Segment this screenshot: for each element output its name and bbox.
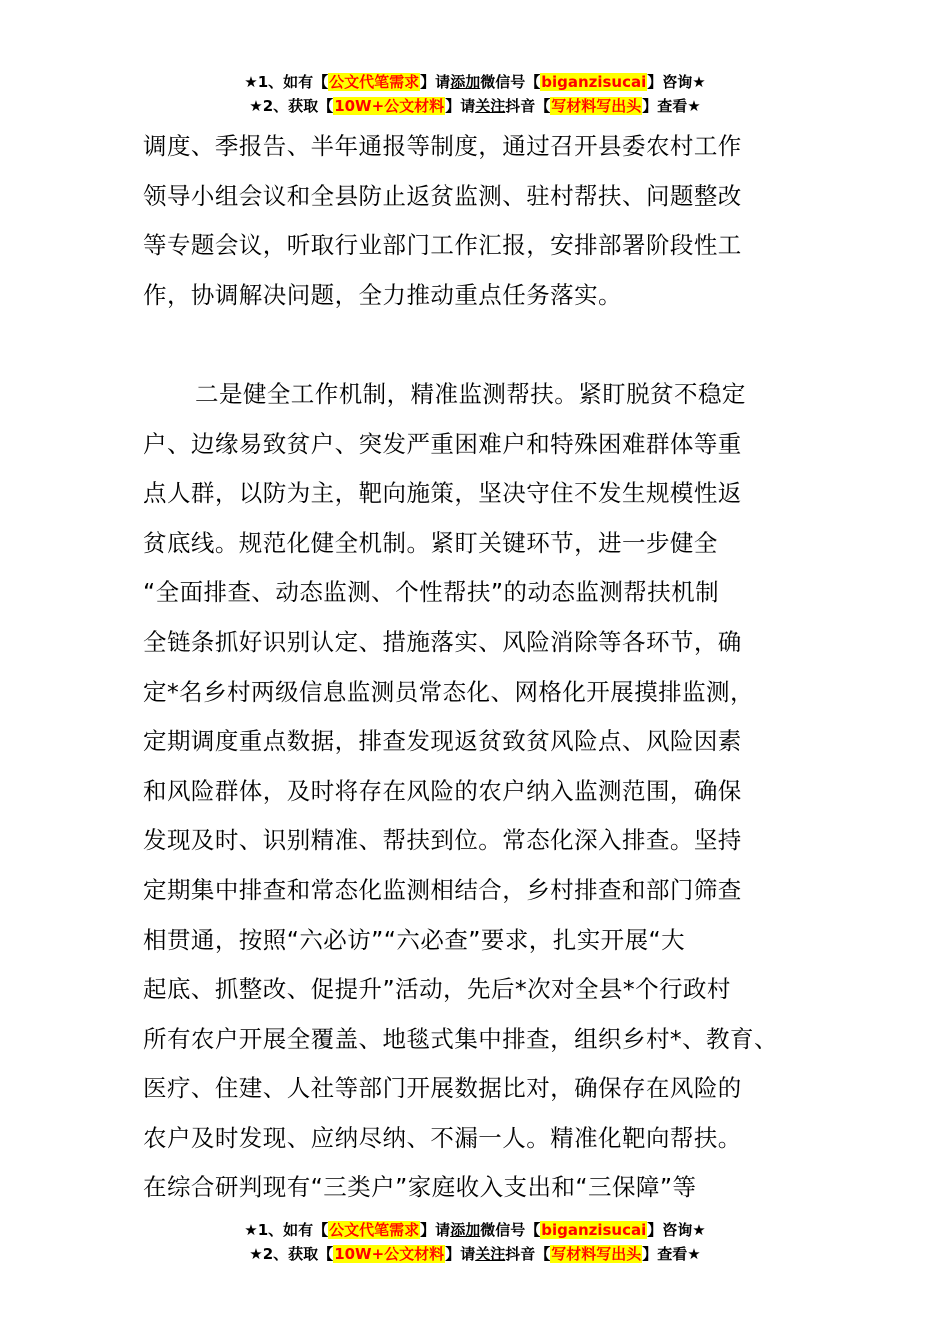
body-line: 医疗、住建、人社等部门开展数据比对，确保存在风险的 bbox=[143, 1074, 742, 1103]
banner-text: 抖音【 bbox=[505, 1245, 551, 1263]
banner-line-2 bbox=[0, 1242, 950, 1266]
body-line: “全面排查、动态监测、个性帮扶”的动态监测帮扶机制 bbox=[143, 578, 720, 607]
body-line: 所有农户开展全覆盖、地毯式集中排查，组织乡村*、教育、 bbox=[143, 1024, 778, 1053]
body-line: 二是健全工作机制，精准监测帮扶。紧盯脱贫不稳定 bbox=[195, 379, 746, 408]
banner-text: ★1、如有【 bbox=[244, 73, 329, 91]
banner-text: 微信号【 bbox=[480, 73, 541, 91]
body-line: 在综合研判现有“三类户”家庭收入支出和“三保障”等 bbox=[143, 1173, 697, 1202]
banner-highlight: 公文代笔需求 bbox=[329, 1221, 420, 1239]
banner-text: 微信号【 bbox=[480, 1221, 541, 1239]
banner-text: 】请 bbox=[420, 73, 451, 91]
banner-text: 】请 bbox=[445, 97, 476, 115]
banner-text: 】查看★ bbox=[642, 1245, 701, 1263]
body-line: 全链条抓好识别认定、措施落实、风险消除等各环节，确 bbox=[143, 627, 742, 656]
body-line: 农户及时发现、应纳尽纳、不漏一人。精准化靶向帮扶。 bbox=[143, 1123, 742, 1152]
banner-line-1 bbox=[0, 70, 950, 94]
banner-text: 】咨询★ bbox=[647, 1221, 706, 1239]
body-line: 点人群，以防为主，靶向施策，坚决守住不发生规模性返 bbox=[143, 479, 742, 508]
body-line: 定期集中排查和常态化监测相结合，乡村排查和部门筛查 bbox=[143, 875, 742, 904]
body-line: 领导小组会议和全县防止返贫监测、驻村帮扶、问题整改 bbox=[143, 181, 742, 210]
banner-text: 】请 bbox=[420, 1221, 451, 1239]
banner-text: ★2、获取【 bbox=[249, 1245, 334, 1263]
banner-line-1 bbox=[0, 1218, 950, 1242]
banner-underlined: 关注 bbox=[475, 1245, 506, 1263]
document-body bbox=[143, 122, 823, 1213]
footer-banner bbox=[0, 1218, 950, 1266]
banner-text: 】请 bbox=[445, 1245, 476, 1263]
body-line: 作，协调解决问题，全力推动重点任务落实。 bbox=[143, 280, 622, 309]
banner-text: ★1、如有【 bbox=[244, 1221, 329, 1239]
banner-underlined: 添加 bbox=[450, 1221, 481, 1239]
banner-underlined: 添加 bbox=[450, 73, 481, 91]
paragraph-spacer bbox=[143, 320, 823, 370]
body-line: 起底、抓整改、促提升”活动，先后*次对全县*个行政村 bbox=[143, 975, 731, 1004]
body-line: 调度、季报告、半年通报等制度，通过召开县委农村工作 bbox=[143, 132, 742, 160]
body-line: 等专题会议，听取行业部门工作汇报，安排部署阶段性工 bbox=[143, 231, 742, 260]
banner-highlight: biganzisucai bbox=[541, 1221, 647, 1239]
banner-underlined: 关注 bbox=[475, 97, 506, 115]
body-line: 发现及时、识别精准、帮扶到位。常态化深入排查。坚持 bbox=[143, 826, 742, 855]
body-line: 定*名乡村两级信息监测员常态化、网格化开展摸排监测， bbox=[143, 677, 754, 706]
body-line: 相贯通，按照“六必访”“六必查”要求，扎实开展“大 bbox=[143, 925, 686, 954]
banner-highlight: 10W+公文材料 bbox=[334, 1245, 445, 1263]
banner-text: 】查看★ bbox=[642, 97, 701, 115]
banner-text: 抖音【 bbox=[505, 97, 551, 115]
banner-text: ★2、获取【 bbox=[249, 97, 334, 115]
body-line: 户、边缘易致贫户、突发严重困难户和特殊困难群体等重 bbox=[143, 429, 742, 458]
banner-highlight: 公文代笔需求 bbox=[329, 73, 420, 91]
banner-line-2 bbox=[0, 94, 950, 118]
body-line: 贫底线。规范化健全机制。紧盯关键环节，进一步健全 bbox=[143, 528, 718, 557]
header-banner bbox=[0, 70, 950, 118]
body-line: 定期调度重点数据，排查发现返贫致贫风险点、风险因素 bbox=[143, 727, 742, 756]
banner-highlight: 10W+公文材料 bbox=[334, 97, 445, 115]
banner-text: 】咨询★ bbox=[647, 73, 706, 91]
banner-highlight: 写材料写出头 bbox=[551, 97, 642, 115]
banner-highlight: biganzisucai bbox=[541, 73, 647, 91]
banner-highlight: 写材料写出头 bbox=[551, 1245, 642, 1263]
body-line: 和风险群体，及时将存在风险的农户纳入监测范围，确保 bbox=[143, 776, 742, 805]
